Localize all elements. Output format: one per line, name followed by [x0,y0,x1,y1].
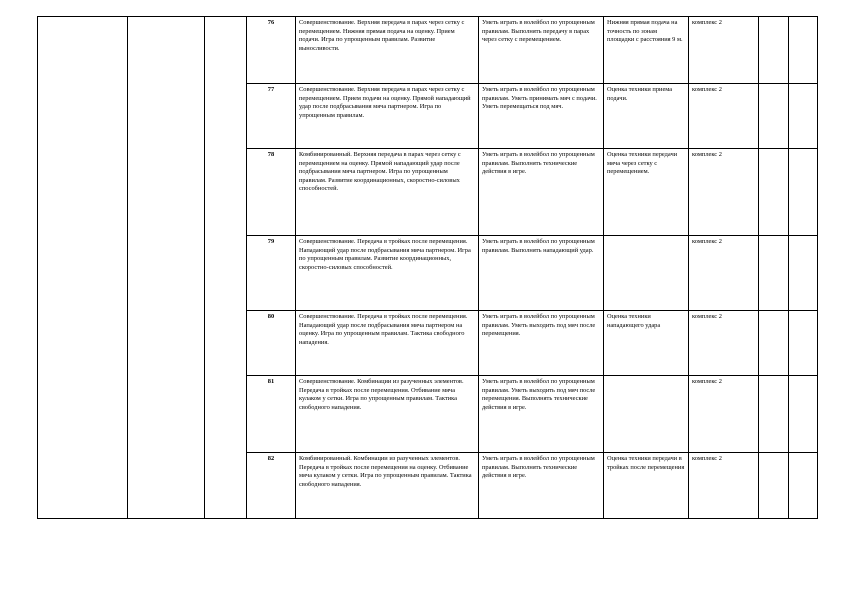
lesson-complex: комплекс 2 [689,376,759,453]
lesson-skills: Уметь играть в волейбол по упрощенным правилам. Уметь выходить под мяч после перемещения. [479,311,604,376]
date-fact-cell [789,376,818,453]
lesson-plan-table [37,16,818,519]
lesson-content: Совершенствование. Комбинации из разученных элементов. Передача в тройках после перемещения. Отбивание мяча кулаком у сетки. Игра по упрощенным правилам. Тактика свободного нападения. [296,376,479,453]
date-plan-cell [759,453,789,519]
section-cell [38,17,128,519]
lesson-number: 81 [247,376,296,453]
date-fact-cell [789,453,818,519]
lesson-control: Оценка техники передачи в тройках после перемещения [604,453,689,519]
lesson-skills: Уметь играть в волейбол по упрощенным правилам. Выполнять передачу в парах через сетку с перемещением. [479,17,604,84]
date-plan-cell [759,17,789,84]
lesson-skills: Уметь играть в волейбол по упрощенным правилам. Уметь принимать мяч с подачи. Уметь перемещаться под мяч. [479,84,604,149]
date-plan-cell [759,236,789,311]
lesson-number: 77 [247,84,296,149]
table-row [38,17,818,84]
lesson-control [604,236,689,311]
lesson-control: Оценка техники передачи мяча через сетку с перемещением. [604,149,689,236]
lesson-number: 80 [247,311,296,376]
date-plan-cell [759,376,789,453]
hours-cell [205,17,247,519]
lesson-complex: комплекс 2 [689,84,759,149]
lesson-control: Оценка техники нападающего удара [604,311,689,376]
lesson-content: Совершенствование. Верхняя передача в парах через сетку с перемещением. Прием подачи на оценку. Прямой нападающий удар после подбрасывания мяча партнером. Игра по упрощенным правилам. [296,84,479,149]
lesson-number: 76 [247,17,296,84]
date-fact-cell [789,17,818,84]
date-fact-cell [789,236,818,311]
lesson-complex: комплекс 2 [689,453,759,519]
lesson-number: 82 [247,453,296,519]
date-fact-cell [789,149,818,236]
lesson-content: Совершенствование. Верхняя передача в парах через сетку с перемещением. Нижняя прямая подача на оценку. Прием подачи. Игра по упрощенным правилам. Развитие выносливости. [296,17,479,84]
topic-cell [128,17,205,519]
date-fact-cell [789,84,818,149]
lesson-content: Комбинированный. Комбинации из разученных элементов. Передача в тройках после перемещения на оценку. Отбивание мяча кулаком у сетки. Игра по упрощенным правилам. Тактика свободного нападения. [296,453,479,519]
lesson-content: Совершенствование. Передача в тройках после перемещения. Нападающий удар после подбрасывания мяча партнером. Игра по упрощенным правилам. Развитие координационных, скоростно-силовых способностей. [296,236,479,311]
lesson-control [604,376,689,453]
lesson-skills: Уметь играть в волейбол по упрощенным правилам. Уметь выходить под мяч после перемещения. Выполнять технические действия в игре. [479,376,604,453]
lesson-complex: комплекс 2 [689,236,759,311]
date-plan-cell [759,84,789,149]
lesson-content: Совершенствование. Передача в тройках после перемещения. Нападающий удар после подбрасывания мяча партнером на оценку. Игра по упрощенным правилам. Тактика свободного нападения. [296,311,479,376]
date-plan-cell [759,311,789,376]
lesson-skills: Уметь играть в волейбол по упрощенным правилам. Выполнять технические действия в игре. [479,453,604,519]
lesson-number: 79 [247,236,296,311]
lesson-skills: Уметь играть в волейбол по упрощенным правилам. Выполнять технические действия в игре. [479,149,604,236]
date-fact-cell [789,311,818,376]
lesson-content: Комбинированный. Верхняя передача в парах через сетку с перемещением на оценку. Прямой нападающий удар после подбрасывания мяча партнером. Игра по упрощенным правилам. Развитие координационных, скоростно-силовых способностей. [296,149,479,236]
lesson-complex: комплекс 2 [689,17,759,84]
lesson-control: Оценка техники приема подачи. [604,84,689,149]
lesson-control: Нижняя прямая подача на точность по зонам площадки с расстояния 9 м. [604,17,689,84]
lesson-number: 78 [247,149,296,236]
lesson-skills: Уметь играть в волейбол по упрощенным правилам. Выполнять нападающий удар. [479,236,604,311]
lesson-complex: комплекс 2 [689,149,759,236]
lesson-complex: комплекс 2 [689,311,759,376]
date-plan-cell [759,149,789,236]
